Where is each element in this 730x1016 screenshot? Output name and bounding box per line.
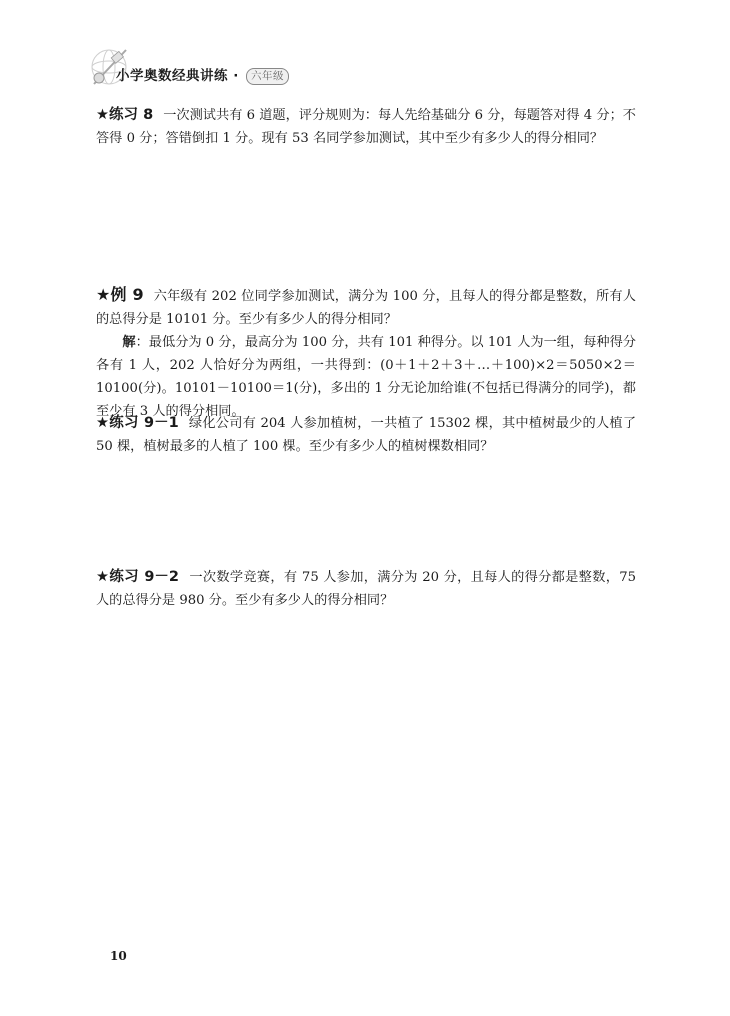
page-number: 10: [110, 949, 127, 963]
practice-8-paragraph: [96, 104, 636, 150]
example-9: [96, 283, 636, 423]
practice-9-1-lead: ★练习 9－1: [96, 415, 179, 431]
practice-8-text: 一次测试共有 6 道题，评分规则为：每人先给基础分 6 分，每题答对得 4 分；不答得 0 分；答错倒扣 1 分。现有 53 名同学参加测试，其中至少有多少人的得分相同？: [96, 108, 636, 146]
page-number-area: [92, 940, 132, 976]
series-title-text: 小学奥数经典讲练: [116, 68, 228, 84]
practice-8-lead: ★练习 8: [96, 107, 154, 123]
practice-9-1-text: 绿化公司有 204 人参加植树，一共植了 15302 棵，其中植树最少的人植了 50 棵，植树最多的人植了 100 棵。至少有多少人的植树棵数相同？: [96, 416, 637, 454]
practice-9-1-paragraph: [96, 412, 636, 458]
practice-9-2-lead: ★练习 9－2: [96, 569, 180, 585]
solution-text: ：最低分为 0 分，最高分为 100 分，共有 101 种得分。以 101 人为一组，每种得分各有 1 人，202 人恰好分为两组，一共得到：(0＋1＋2＋3＋…＋100)×2＝5050×2＝10100(分)。10101－10100＝1(分)，多出的 1 分无论加给谁(不包括已得满分的同学)，都至少有 3 人的得分相同。: [96, 335, 636, 419]
example-9-paragraph: [96, 283, 636, 331]
example-9-solution: [96, 331, 636, 423]
practice-9-1: [96, 412, 636, 458]
example-9-text: 六年级有 202 位同学参加测试，满分为 100 分，且每人的得分都是整数，所有人的总得分是 10101 分。至少有多少人的得分相同？: [96, 289, 636, 327]
page-header: [86, 44, 286, 94]
practice-9-2-text: 一次数学竞赛，有 75 人参加，满分为 20 分，且每人的得分都是整数，75 人的总得分是 980 分。至少有多少人的得分相同？: [96, 570, 636, 608]
grade-badge: 六年级: [246, 68, 289, 85]
solution-label: 解: [122, 335, 136, 350]
practice-8: [96, 104, 636, 150]
example-9-lead: ★例 9: [96, 285, 144, 304]
practice-9-2: [96, 566, 636, 612]
practice-9-2-paragraph: [96, 566, 636, 612]
title-separator: ·: [233, 68, 239, 84]
series-title: [116, 64, 289, 85]
